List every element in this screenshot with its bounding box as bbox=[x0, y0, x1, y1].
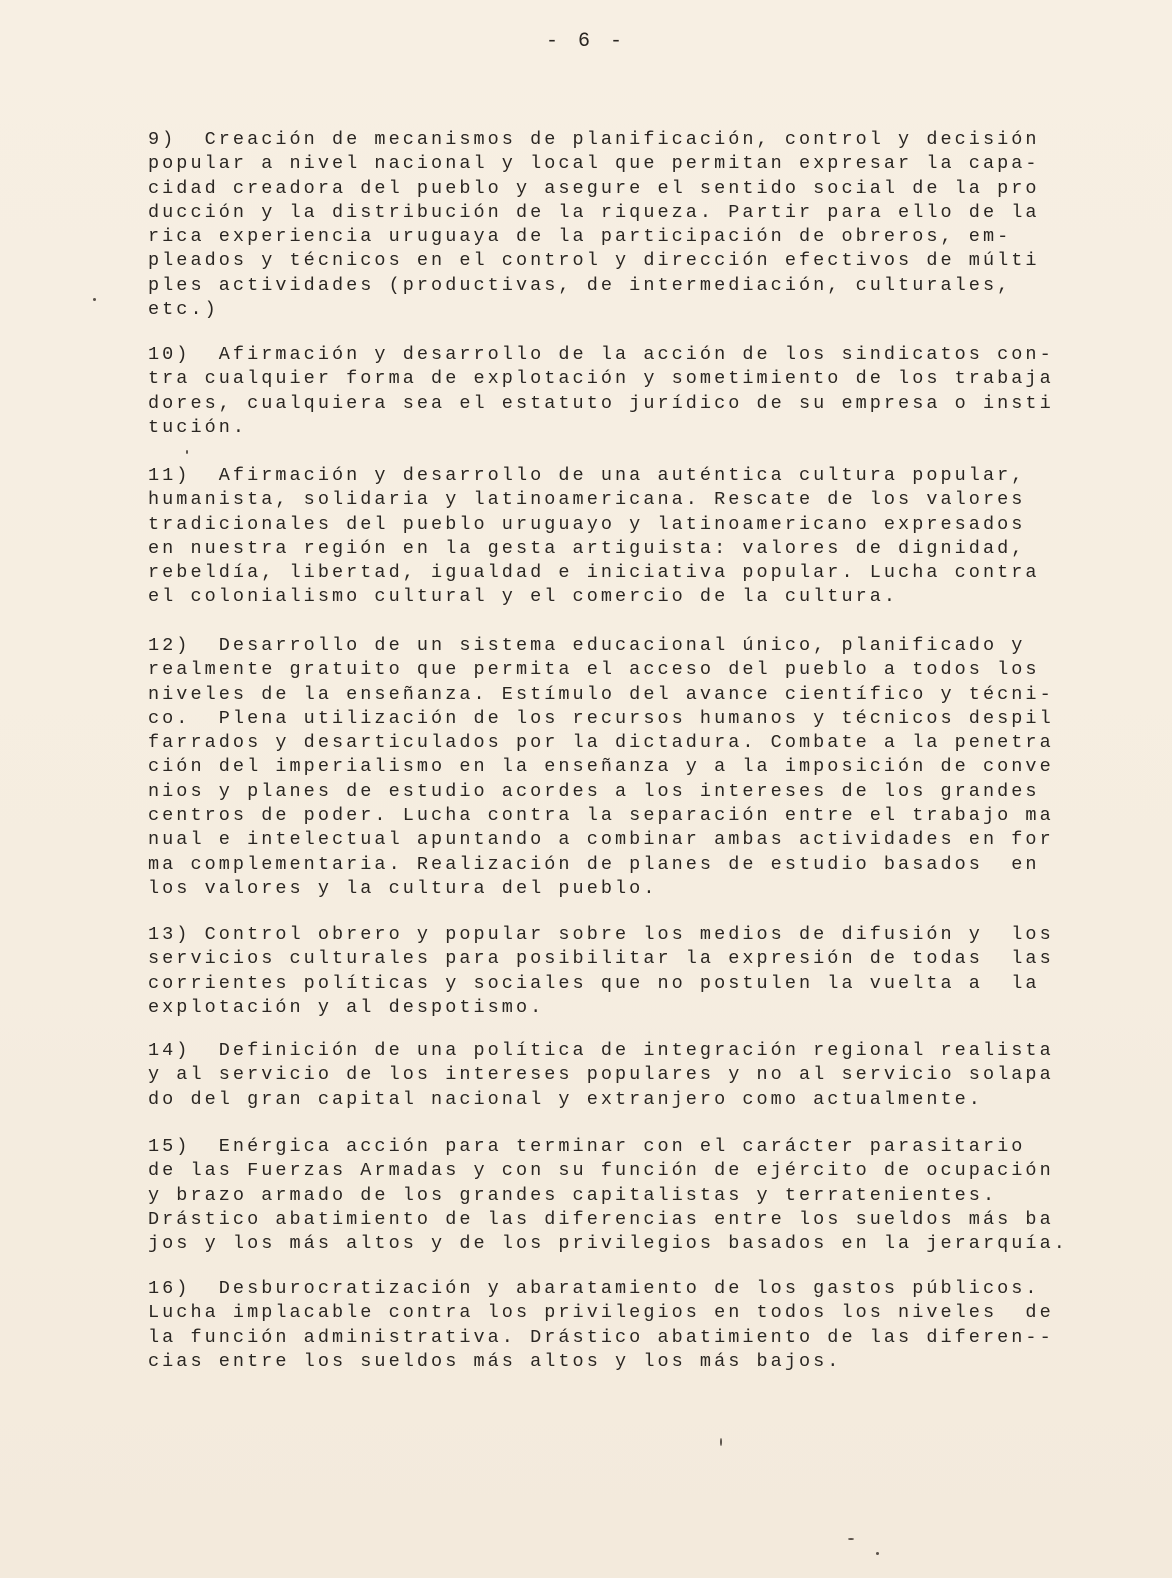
text-line: tución. bbox=[148, 416, 248, 438]
text-line: cias entre los sueldos más altos y los más bajos. bbox=[148, 1350, 842, 1372]
list-item-15 bbox=[148, 1135, 1068, 1256]
text-line: 16) Desburocratización y abaratamiento de los gastos públicos. bbox=[148, 1278, 1040, 1299]
text-line: en nuestra región en la gesta artiguista: valores de dignidad, bbox=[148, 537, 1026, 559]
text-line: ción del imperialismo en la enseñanza y a la imposición de conve bbox=[148, 756, 1054, 778]
text-line: 12) Desarrollo de un sistema educacional único, planificado y bbox=[148, 635, 1026, 656]
text-line: los valores y la cultura del pueblo. bbox=[148, 877, 658, 899]
text-line: ducción y la distribución de la riqueza. Partir para ello de la bbox=[148, 201, 1040, 223]
text-line: 10) Afirmación y desarrollo de la acción de los sindicatos con- bbox=[148, 344, 1054, 365]
text-line: 9) Creación de mecanismos de planificación, control y decisión bbox=[148, 129, 1040, 150]
text-line: de las Fuerzas Armadas y con su función de ejército de ocupación bbox=[148, 1160, 1054, 1182]
text-line: servicios culturales para posibilitar la expresión de todas las bbox=[148, 948, 1054, 970]
text-line: tra cualquier forma de explotación y sometimiento de los trabaja bbox=[148, 368, 1054, 390]
text-line: 11) Afirmación y desarrollo de una auténtica cultura popular, bbox=[148, 465, 1026, 486]
list-item-13 bbox=[148, 923, 1058, 1020]
text-line: nual e intelectual apuntando a combinar ambas actividades en for bbox=[148, 829, 1054, 851]
text-line: niveles de la enseñanza. Estímulo del avance científico y técni- bbox=[148, 683, 1054, 705]
paper-speck bbox=[848, 1538, 854, 1540]
text-line: jos y los más altos y de los privilegios basados en la jerarquía. bbox=[148, 1233, 1068, 1255]
text-line: realmente gratuito que permita el acceso del pueblo a todos los bbox=[148, 659, 1040, 681]
page-number: - 6 - bbox=[545, 30, 626, 53]
paper-speck bbox=[876, 1552, 879, 1555]
paper-speck bbox=[720, 1438, 722, 1446]
text-line: Drástico abatimiento de las diferencias entre los sueldos más ba bbox=[148, 1208, 1054, 1230]
text-line: rebeldía, libertad, igualdad e iniciativa popular. Lucha contra bbox=[148, 562, 1040, 584]
text-line: etc.) bbox=[148, 299, 219, 321]
text-line: nios y planes de estudio acordes a los intereses de los grandes bbox=[148, 780, 1040, 802]
text-line: centros de poder. Lucha contra la separación entre el trabajo ma bbox=[148, 805, 1054, 827]
list-item-16 bbox=[148, 1277, 1058, 1374]
text-line: do del gran capital nacional y extranjero como actualmente. bbox=[148, 1088, 983, 1110]
text-line: Lucha implacable contra los privilegios en todos los niveles de bbox=[148, 1302, 1054, 1324]
text-line: ma complementaria. Realización de planes de estudio basados en bbox=[148, 853, 1040, 875]
text-line: explotación y al despotismo. bbox=[148, 996, 545, 1018]
text-line: 15) Enérgica acción para terminar con el carácter parasitario bbox=[148, 1136, 1026, 1157]
text-line: tradicionales del pueblo uruguayo y latinoamericano expresados bbox=[148, 513, 1026, 535]
text-line: rica experiencia uruguaya de la participación de obreros, em- bbox=[148, 226, 1012, 248]
text-line: ples actividades (productivas, de intermediación, culturales, bbox=[148, 274, 1012, 296]
text-line: popular a nivel nacional y local que permitan expresar la capa- bbox=[148, 153, 1040, 175]
text-line: y brazo armado de los grandes capitalistas y terratenientes. bbox=[148, 1184, 998, 1206]
list-item-11 bbox=[148, 464, 1058, 610]
text-line: humanista, solidaria y latinoamericana. Rescate de los valores bbox=[148, 489, 1026, 511]
text-line: 14) Definición de una política de integración regional realista bbox=[148, 1040, 1054, 1061]
text-line: pleados y técnicos en el control y dirección efectivos de múlti bbox=[148, 250, 1040, 272]
text-line: 13) Control obrero y popular sobre los medios de difusión y los bbox=[148, 924, 1054, 945]
list-item-9 bbox=[148, 128, 1058, 322]
text-line: corrientes políticas y sociales que no postulen la vuelta a la bbox=[148, 972, 1040, 994]
paper-speck bbox=[93, 298, 96, 301]
text-line: dores, cualquiera sea el estatuto jurídico de su empresa o insti bbox=[148, 392, 1054, 414]
text-line: co. Plena utilización de los recursos humanos y técnicos despil bbox=[148, 707, 1054, 729]
text-line: y al servicio de los intereses populares y no al servicio solapa bbox=[148, 1064, 1054, 1086]
text-line: la función administrativa. Drástico abatimiento de las diferen-- bbox=[148, 1326, 1054, 1348]
list-item-14 bbox=[148, 1039, 1058, 1112]
list-item-10 bbox=[148, 343, 1058, 440]
paper-speck bbox=[186, 450, 188, 454]
list-item-12 bbox=[148, 634, 1058, 901]
text-line: cidad creadora del pueblo y asegure el sentido social de la pro bbox=[148, 177, 1040, 199]
text-line: farrados y desarticulados por la dictadura. Combate a la penetra bbox=[148, 732, 1054, 754]
text-line: el colonialismo cultural y el comercio de la cultura. bbox=[148, 586, 899, 608]
